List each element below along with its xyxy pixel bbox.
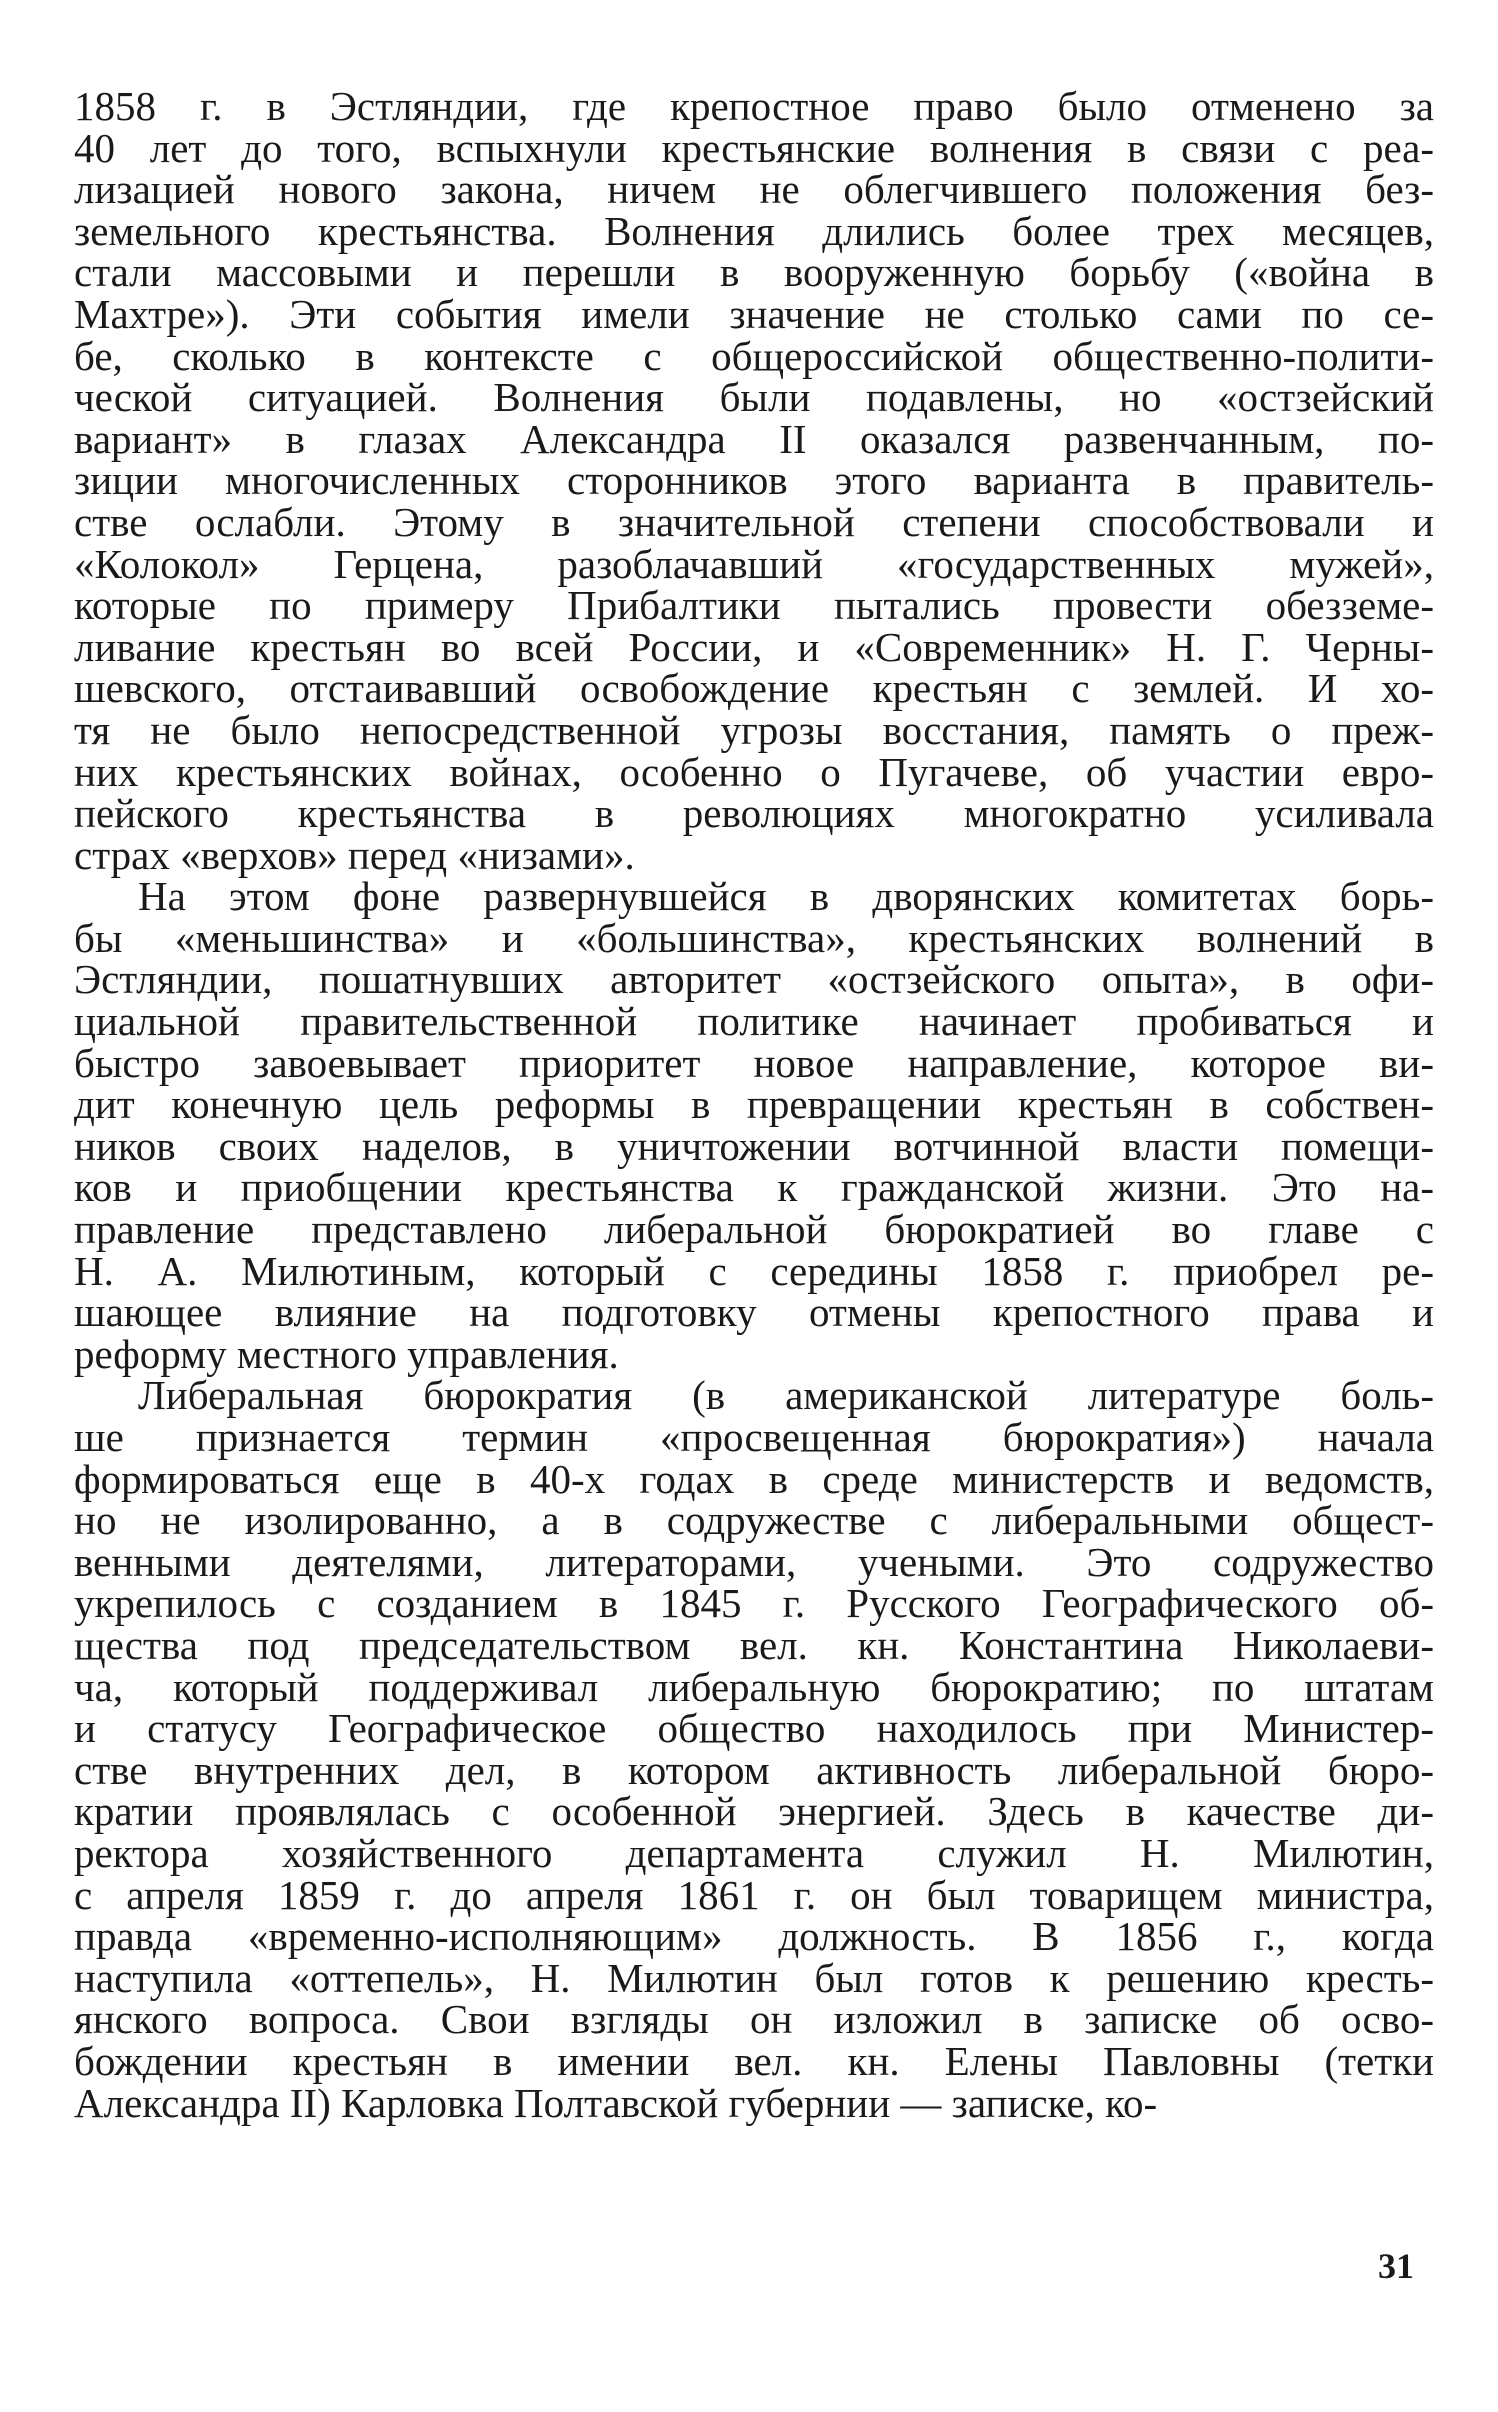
text-line: ректора хозяйственного департамента служил Н. Милютин, [74,1829,1434,1876]
text-line: «Колокол» Герцена, разоблачавший «государственных мужей», [74,540,1434,587]
text-line: циальной правительственной политике начинает пробиваться и [74,998,1434,1045]
text-line: бе, сколько в контексте с общероссийской общественно-полити- [74,332,1434,379]
text-line: бождении крестьян в имении вел. кн. Елены Павловны (тетки [74,2037,1434,2084]
text-line: ливание крестьян во всей России, и «Современник» Н. Г. Черны- [74,623,1434,670]
text-line: 1858 г. в Эстляндии, где крепостное право было отменено за [74,83,1434,129]
text-line: реформу местного управления. [74,1330,619,1377]
text-line: бы «меньшинства» и «большинства», крестьянских волнений в [74,914,1434,961]
text-line: ше признается термин «просвещенная бюрократия») начала [74,1414,1434,1460]
text-line: лизацией нового закона, ничем не облегчившего положения без- [74,166,1434,213]
text-line: шающее влияние на подготовку отмены крепостного права и [74,1289,1434,1336]
text-line: тя не было непосредственной угрозы восстания, память о преж- [74,706,1434,753]
text-line: них крестьянских войнах, особенно о Пугачеве, об участии евро- [74,748,1434,795]
text-line: Эстляндии, пошатнувших авторитет «остзейского опыта», в офи- [74,956,1434,1003]
paragraph [74,83,1434,878]
page-number: 31 [1378,2246,1414,2286]
text-line: кратии проявлялась с особенной энергией. Здесь в качестве ди- [74,1788,1434,1835]
text-line: стве внутренних дел, в котором активность либеральной бюро- [74,1746,1434,1793]
text-line: правда «временно-исполняющим» должность. В 1856 г., когда [74,1913,1434,1960]
text-line: стве ослабли. Этому в значительной степени способствовали и [74,498,1434,545]
text-line: вариант» в глазах Александра II оказался развенчанным, по- [74,415,1434,462]
text-line: страх «верхов» перед «низами». [74,831,635,878]
text-line: Александра II) Карловка Полтавской губернии — записке, ко- [74,2079,1158,2126]
text-line: ков и приобщении крестьянства к гражданской жизни. Это на- [74,1164,1434,1211]
text-line: Либеральная бюрократия (в американской литературе боль- [138,1372,1434,1419]
paragraph [74,873,1434,1377]
text-line: дит конечную цель реформы в превращении крестьян в собствен- [74,1081,1434,1128]
text-line: щества под председательством вел. кн. Константина Николаеви- [74,1621,1434,1668]
text-line: наступила «оттепель», Н. Милютин был готов к решению кресть- [74,1954,1434,2001]
paragraph [74,1372,1434,2126]
text-line: ча, который поддерживал либеральную бюрократию; по штатам [74,1663,1434,1710]
text-line: пейского крестьянства в революциях многократно усиливала [74,790,1434,837]
text-line: венными деятелями, литераторами, учеными. Это содружество [74,1538,1434,1585]
text-line: стали массовыми и перешли в вооруженную борьбу («война в [74,249,1434,296]
text-line: которые по примеру Прибалтики пытались провести обезземе- [74,582,1434,629]
text-line: Н. А. Милютиным, который с середины 1858 г. приобрел ре- [74,1247,1434,1294]
text-line: укрепилось с созданием в 1845 г. Русского Географического об- [74,1580,1434,1627]
text-line: с апреля 1859 г. до апреля 1861 г. он был товарищем министра, [74,1871,1434,1918]
text-line: ников своих наделов, в уничтожении вотчинной власти помещи- [74,1122,1434,1169]
text-line: зиции многочисленных сторонников этого варианта в правитель- [74,457,1434,504]
text-line: но не изолированно, а в содружестве с либеральными общест- [74,1497,1434,1544]
text-line: 40 лет до того, вспыхнули крестьянские волнения в связи с реа- [74,124,1434,171]
text-line: Махтре»). Эти события имели значение не столько сами по се- [74,290,1434,337]
text-line: янского вопроса. Свои взгляды он изложил в записке об осво- [74,1996,1434,2043]
body-text [74,83,1434,2126]
text-line: ческой ситуацией. Волнения были подавлены, но «остзейский [74,374,1434,421]
text-line: земельного крестьянства. Волнения длились более трех месяцев, [74,207,1434,254]
text-line: формироваться еще в 40-х годах в среде министерств и ведомств, [74,1455,1434,1502]
text-line: правление представлено либеральной бюрократией во главе с [74,1206,1434,1253]
text-line: На этом фоне развернувшейся в дворянских комитетах борь- [138,873,1434,920]
text-line: быстро завоевывает приоритет новое направление, которое ви- [74,1039,1434,1086]
text-line: шевского, отстаивавший освобождение крестьян с землей. И хо- [74,665,1434,712]
text-line: и статусу Географическое общество находилось при Министер- [74,1705,1434,1752]
